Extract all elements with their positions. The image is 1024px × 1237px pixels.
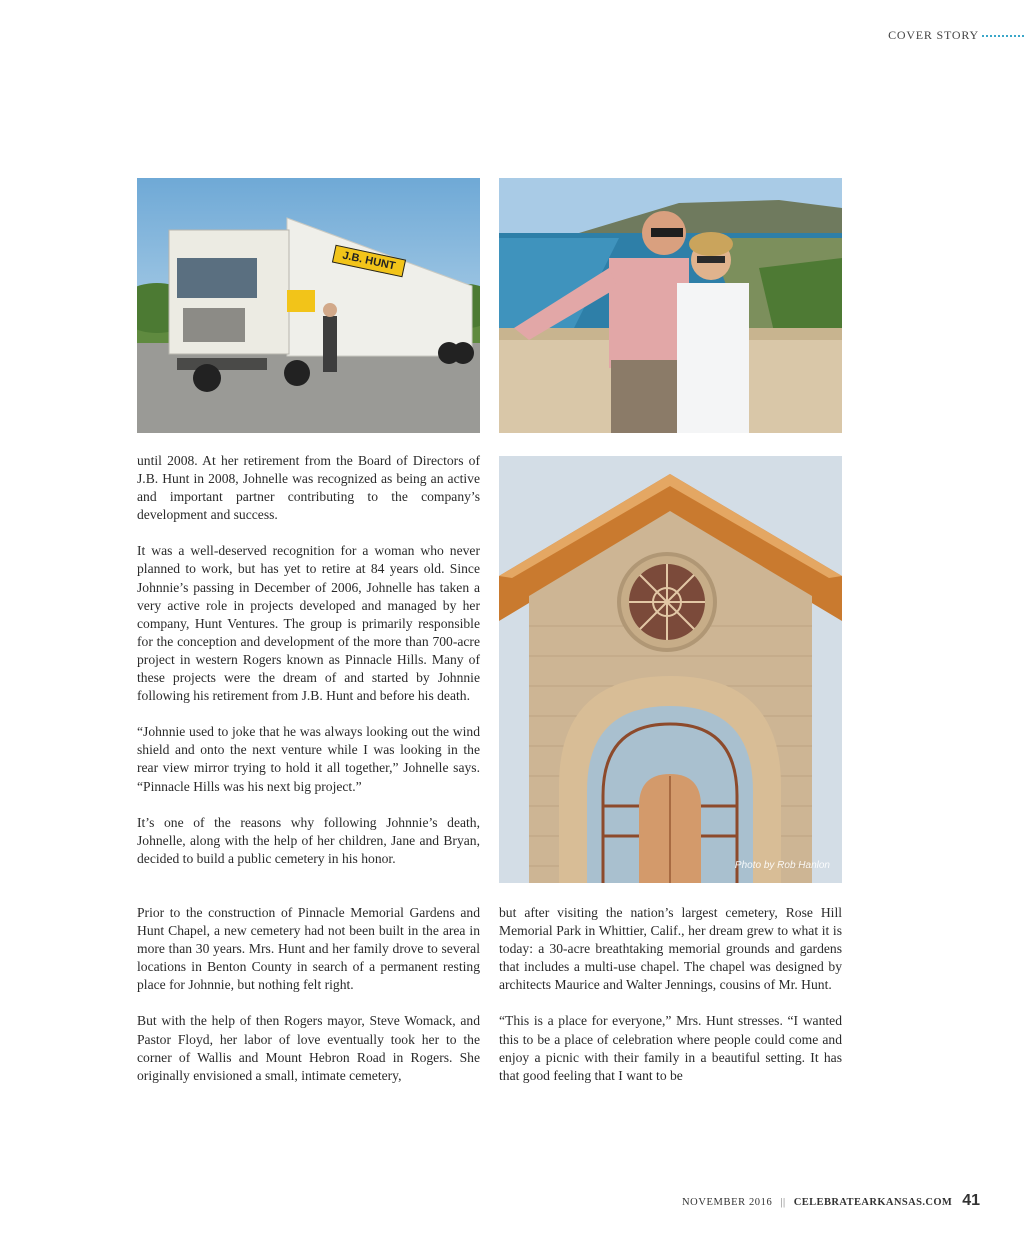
article-column-left-bottom xyxy=(137,904,480,1103)
footer-separator: || xyxy=(780,1197,786,1208)
photo-credit: Photo by Rob Hanlon xyxy=(734,860,830,871)
paragraph: It’s one of the reasons why following Johnnie’s death, Johnelle, along with the help of her children, Jane and Bryan, decided to build a public cemetery in his honor. xyxy=(137,814,480,866)
article-column-right-bottom xyxy=(499,904,842,1103)
jb-hunt-trailer-sign: J.B. HUNT xyxy=(332,245,406,278)
section-header xyxy=(888,28,1024,43)
website-link[interactable]: CELEBRATEARKANSAS.COM xyxy=(793,1197,953,1208)
truck-photo xyxy=(137,178,480,433)
issue-date: NOVEMBER 2016 xyxy=(682,1197,773,1208)
page-number: 41 xyxy=(962,1192,980,1209)
header-dotted-rule xyxy=(982,35,1024,37)
paragraph: until 2008. At her retirement from the Board of Directors of J.B. Hunt in 2008, Johnelle was recognized as being an active and important partner contributing to the company’s development and success. xyxy=(137,453,480,523)
section-label: COVER STORY xyxy=(888,28,979,42)
paragraph: “This is a place for everyone,” Mrs. Hunt stresses. “I wanted this to be a place of celebration where people could come and enjoy a picnic with their family in a beautiful setting. It has that good feeling that I want to be xyxy=(499,1013,842,1083)
chapel-photo xyxy=(499,456,842,883)
couple-photo xyxy=(499,178,842,433)
page-footer xyxy=(682,1192,980,1210)
paragraph: But with the help of then Rogers mayor, Steve Womack, and Pastor Floyd, her labor of love eventually took her to the corner of Wallis and Mount Hebron Road in Rogers. She originally envisioned a small, intimate cemetery, xyxy=(137,1013,480,1083)
paragraph: Prior to the construction of Pinnacle Memorial Gardens and Hunt Chapel, a new cemetery had not been built in the area in more than 30 years. Mrs. Hunt and her family drove to several locations in Benton County in search of a permanent resting place for Johnnie, but nothing felt right. xyxy=(137,905,480,993)
paragraph: “Johnnie used to joke that he was always looking out the wind shield and onto the next venture while I was looking in the rear view mirror trying to hold it all together,” Johnelle says. “Pinnacle Hills was his next big project.” xyxy=(137,724,480,794)
paragraph: It was a well-deserved recognition for a woman who never planned to work, but has yet to retire at 84 years old. Since Johnnie’s passing in December of 2006, Johnelle has taken a very active role in projects developed and managed by her company, Hunt Ventures. The group is primarily responsible for the conception and development of the more than 700-acre project in western Rogers known as Pinnacle Hills. Many of these projects were the dream of and started by Johnnie following his retirement from J.B. Hunt and before his death. xyxy=(137,543,480,704)
paragraph: but after visiting the nation’s largest cemetery, Rose Hill Memorial Park in Whittier, Calif., her dream grew to what it is today: a 30-acre breathtaking memorial grounds and gardens that includes a multi-use chapel. The chapel was designed by architects Maurice and Walter Jennings, cousins of Mr. Hunt. xyxy=(499,905,842,993)
article-column-left-top xyxy=(137,452,480,886)
